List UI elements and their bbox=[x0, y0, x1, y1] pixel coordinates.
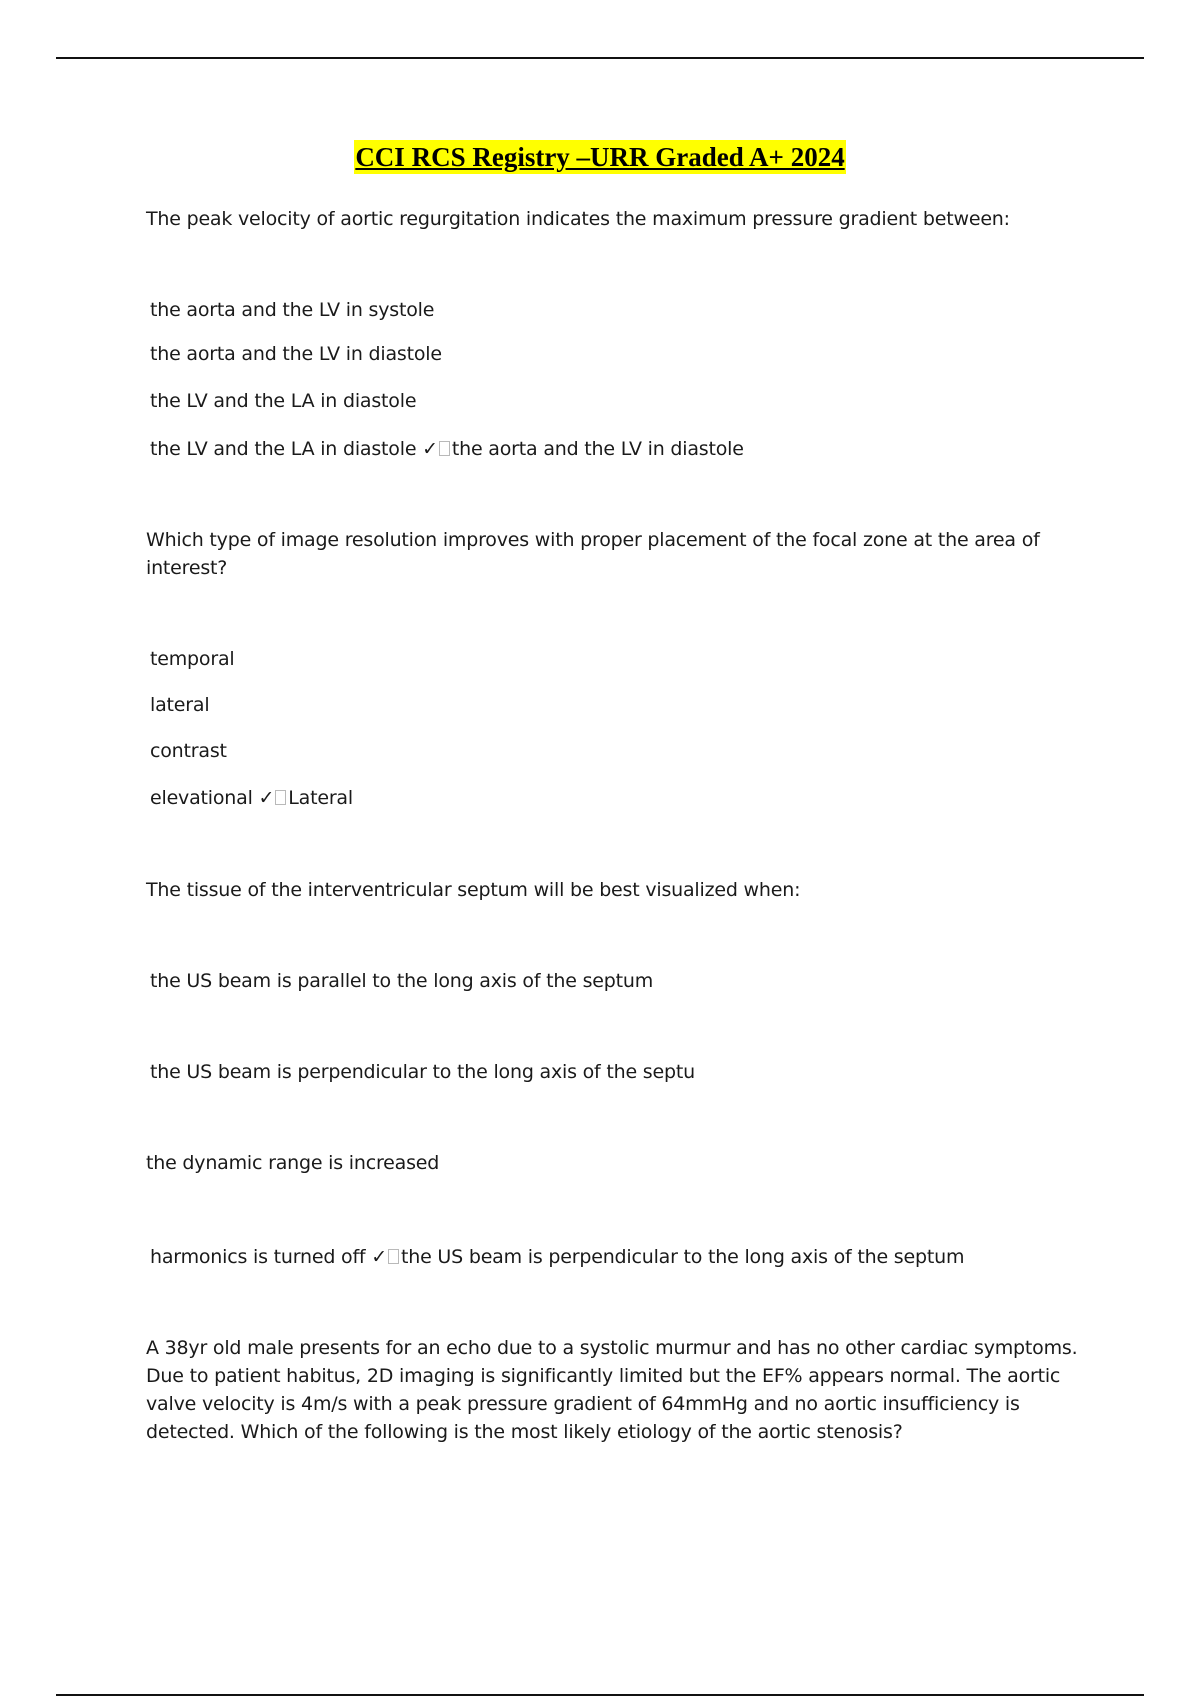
question-3-option-4: harmonics is turned off bbox=[150, 1246, 366, 1268]
check-icon: ✓ bbox=[371, 1246, 387, 1268]
question-3-option-3: the dynamic range is increased bbox=[146, 1152, 440, 1174]
question-1-option-1: the aorta and the LV in systole bbox=[150, 299, 435, 321]
title-container bbox=[0, 140, 1200, 174]
question-2-option-4: elevational bbox=[150, 787, 253, 809]
top-rule bbox=[56, 57, 1144, 59]
question-1-option-2: the aorta and the LV in diastole bbox=[150, 343, 442, 365]
question-3-option-4-with-answer bbox=[150, 1243, 964, 1271]
question-2-option-1: temporal bbox=[150, 648, 235, 670]
question-2-answer: Lateral bbox=[288, 787, 353, 809]
question-3-text: The tissue of the interventricular septum will be best visualized when: bbox=[146, 879, 801, 901]
question-1-option-3: the LV and the LA in diastole bbox=[150, 390, 417, 412]
question-2-text: Which type of image resolution improves with proper placement of the focal zone at the area of interest? bbox=[146, 529, 1040, 579]
question-1-answer: the aorta and the LV in diastole bbox=[451, 438, 744, 460]
question-4-text: A 38yr old male presents for an echo due to a systolic murmur and has no other cardiac symptoms. Due to patient habitus, 2D imaging is significantly limited but the EF% appears normal. The aortic valve velocity is 4m/s with a peak pressure gradient of 64mmHg and no aortic insufficiency is detected. Which of the following is the most likely etiology of the aortic stenosis? bbox=[146, 1337, 1078, 1443]
question-3-option-2: the US beam is perpendicular to the long axis of the septu bbox=[150, 1061, 695, 1083]
document-title: CCI RCS Registry –URR Graded A+ 2024 bbox=[355, 142, 845, 172]
box-icon bbox=[439, 441, 450, 456]
check-icon: ✓ bbox=[258, 787, 275, 809]
question-2-option-2: lateral bbox=[150, 694, 210, 716]
box-icon bbox=[275, 790, 286, 805]
box-icon bbox=[388, 1249, 399, 1264]
question-2-option-4-with-answer bbox=[150, 784, 353, 812]
question-1-text: The peak velocity of aortic regurgitation indicates the maximum pressure gradient between: bbox=[146, 208, 1010, 230]
question-1-option-4: the LV and the LA in diastole bbox=[150, 438, 417, 460]
question-3-answer: the US beam is perpendicular to the long axis of the septum bbox=[401, 1246, 965, 1268]
check-icon: ✓ bbox=[422, 438, 438, 460]
question-1-option-4-with-answer bbox=[150, 435, 744, 463]
question-3-option-1: the US beam is parallel to the long axis of the septum bbox=[150, 970, 654, 992]
bottom-rule bbox=[56, 1694, 1144, 1696]
question-2-option-3: contrast bbox=[150, 740, 227, 762]
